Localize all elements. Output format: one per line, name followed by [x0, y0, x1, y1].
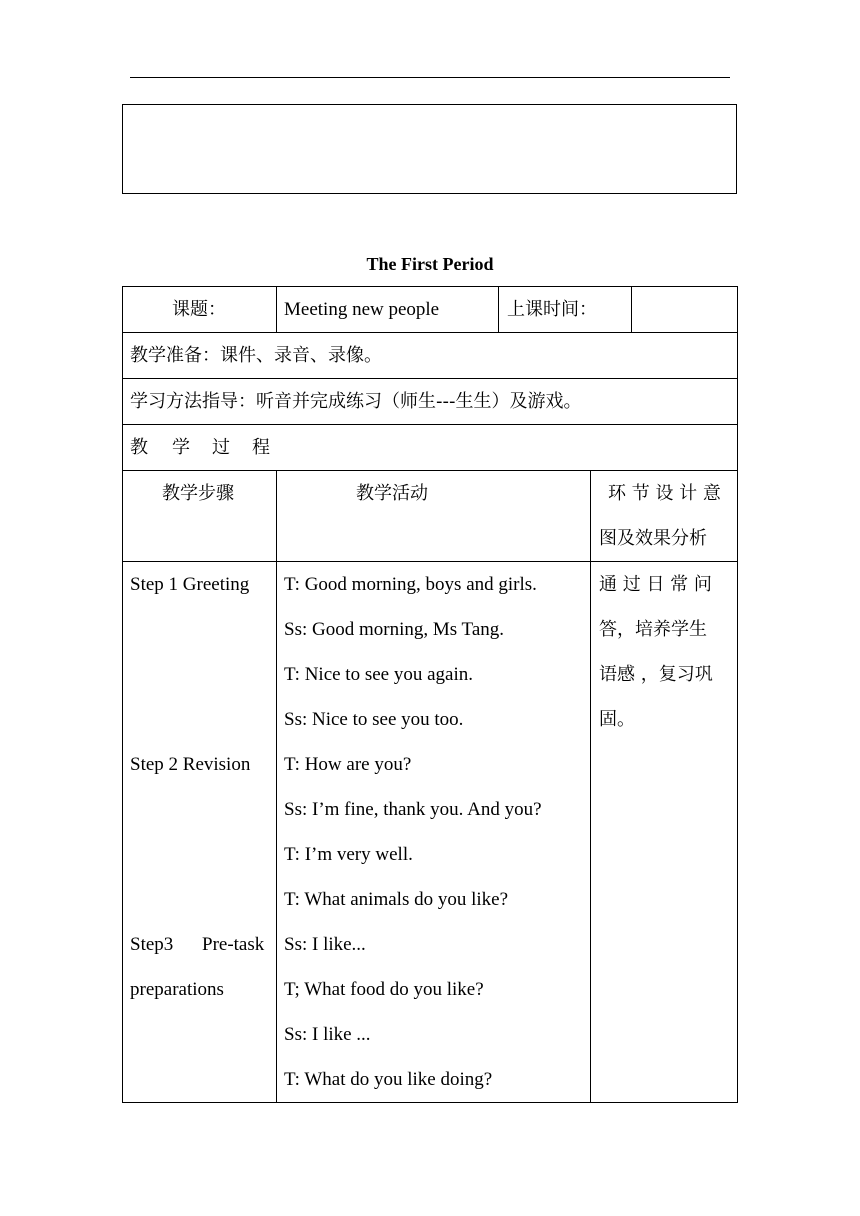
activity-line: T: What animals do you like?	[284, 889, 509, 910]
activity-line: Ss: Good morning, Ms Tang.	[284, 619, 505, 640]
table-border-left	[122, 286, 123, 1103]
activity-line: T: Nice to see you again.	[284, 664, 473, 685]
table-rule	[276, 470, 277, 1103]
analysis-column-header-line2: 图及效果分析	[599, 528, 707, 549]
table-rule	[631, 286, 632, 333]
activity-line: T: I’m very well.	[284, 844, 413, 865]
table-rule	[590, 470, 591, 1103]
activity-line: Ss: Nice to see you too.	[284, 709, 464, 730]
analysis-line: 通 过 日 常 问	[599, 574, 712, 595]
activity-line: Ss: I like ...	[284, 1024, 371, 1045]
step-3-pre-task: Pre-task	[202, 934, 265, 955]
activity-line: T: What do you like doing?	[284, 1069, 493, 1090]
step-3-preparations: preparations	[130, 979, 224, 1000]
steps-column-header: 教学步骤	[162, 483, 234, 504]
empty-header-box	[122, 104, 737, 194]
activity-line: Ss: I’m fine, thank you. And you?	[284, 799, 542, 820]
step-1-greeting: Step 1 Greeting	[130, 574, 250, 595]
teaching-preparation: 教学准备：课件、录音、录像。	[130, 345, 382, 366]
table-rule	[122, 470, 738, 471]
table-rule	[122, 332, 738, 333]
activity-line: T; What food do you like?	[284, 979, 484, 1000]
study-method-guidance: 学习方法指导：听音并完成练习（师生---生生）及游戏。	[130, 391, 582, 412]
analysis-line: 答，培养学生	[599, 619, 707, 640]
activity-line: T: Good morning, boys and girls.	[284, 574, 537, 595]
process-heading-char: 教	[130, 437, 148, 458]
class-time-label: 上课时间：	[507, 299, 597, 320]
table-border-right	[737, 286, 738, 1103]
step-3-label: Step3	[130, 934, 174, 955]
process-heading-char: 学	[172, 437, 190, 458]
table-rule	[122, 424, 738, 425]
activities-column-header: 教学活动	[356, 483, 428, 504]
table-rule	[122, 378, 738, 379]
topic-value: Meeting new people	[284, 299, 440, 320]
analysis-line: 固。	[599, 709, 635, 730]
analysis-column-header-line1: 环 节 设 计 意	[608, 483, 721, 504]
activity-line: Ss: I like...	[284, 934, 366, 955]
header-rule	[130, 77, 730, 78]
table-border-top	[122, 286, 738, 287]
analysis-line: 语感 ，复习巩	[599, 664, 713, 685]
process-heading-char: 过	[212, 437, 230, 458]
table-rule	[122, 561, 738, 562]
topic-label: 课题：	[172, 299, 226, 320]
process-heading-char: 程	[252, 437, 270, 458]
table-border-bottom	[122, 1102, 738, 1103]
table-rule	[498, 286, 499, 333]
activity-line: T: How are you?	[284, 754, 412, 775]
document-title: The First Period	[366, 254, 494, 274]
table-rule	[276, 286, 277, 333]
step-2-revision: Step 2 Revision	[130, 754, 251, 775]
